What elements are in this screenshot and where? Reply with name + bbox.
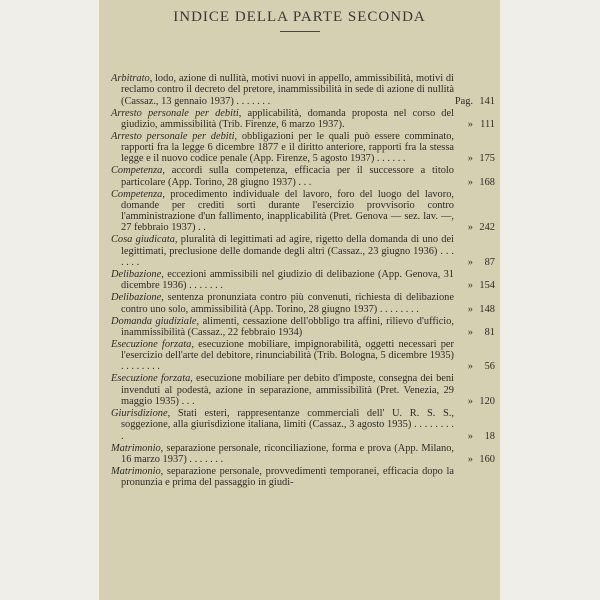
entry-heading: Domanda giudiziale bbox=[111, 315, 197, 327]
index-entry bbox=[111, 131, 497, 165]
entry-heading: Competenza bbox=[111, 165, 163, 177]
entry-heading: Delibazione bbox=[111, 292, 162, 304]
title-rule bbox=[280, 31, 320, 32]
entry-text: , applicabilità, domanda proposta nel corso del giudizio, ammissibilità (Trib. Firenze, 6 marzo 1937). bbox=[121, 107, 454, 130]
entry-heading: Giurisdizione bbox=[111, 408, 168, 420]
page-prefix: » bbox=[467, 453, 473, 465]
entry-heading: Esecuzione forzata bbox=[111, 373, 191, 385]
page-prefix: » bbox=[467, 153, 473, 165]
entry-text: , esecuzione mobiliare per debito d'imposte, consegna dei beni invenduti al podestà, azione in separazione, ammissibilità (Pret. Venezia, 29 maggio 1935) . . . bbox=[121, 373, 454, 407]
index-entry bbox=[111, 316, 497, 339]
index-entry bbox=[111, 73, 497, 107]
index-entry bbox=[111, 165, 497, 188]
entry-text: , alimenti, cessazione dell'obbligo tra affini, rilievo d'ufficio, inammissibilità (Cassaz., 22 febbraio 1934) bbox=[121, 315, 454, 338]
entry-text: , separazione personale, riconciliazione, forma e prova (App. Milano, 16 marzo 1937) . . . . . . . bbox=[121, 442, 454, 465]
page-number: 168 bbox=[479, 176, 495, 188]
page-number: 148 bbox=[479, 303, 495, 315]
entry-text: , separazione personale, provvedimenti temporanei, efficacia dopo la pronunzia e prima del passaggio in giudi- bbox=[121, 465, 454, 489]
entry-text: , pluralità di legittimati ad agire, rigetto della domanda di uno dei legittimati, preclusione delle domande degli altri (Cassaz., 23 giugno 1936) . . . . . . . bbox=[121, 234, 454, 268]
entry-text: , accordi sulla competenza, efficacia per il successore a titolo particolare (App. Torino, 28 giugno 1937) . . . bbox=[121, 165, 454, 188]
book-page bbox=[99, 0, 500, 600]
page-number: 154 bbox=[479, 280, 495, 292]
page-prefix: » bbox=[467, 176, 473, 188]
index-entry bbox=[111, 466, 497, 489]
page-prefix: » bbox=[467, 430, 473, 442]
entry-heading: Esecuzione forzata bbox=[111, 338, 192, 350]
page-prefix: Pag. bbox=[454, 95, 473, 107]
index-entry bbox=[111, 443, 497, 466]
page-prefix: » bbox=[467, 222, 473, 234]
page-number: 18 bbox=[484, 430, 495, 442]
page-number: 175 bbox=[479, 153, 495, 165]
page-prefix: » bbox=[467, 256, 473, 268]
index-entry bbox=[111, 189, 497, 234]
page-number: 56 bbox=[484, 361, 495, 373]
index-entry bbox=[111, 108, 497, 131]
entry-heading: Arresto personale per debiti bbox=[111, 130, 235, 142]
entry-text: , procedimento individuale del lavoro, foro del luogo del lavoro, domande per crediti sorti durante l'esercizio provvisorio contro l'amministrazione d'un fallimento, inapplicabilità (Pret. Genova — sez. lav. —, 27 febbraio 1937) . . bbox=[121, 188, 454, 234]
index-entries bbox=[111, 73, 497, 489]
entry-heading: Arbitrato bbox=[111, 73, 150, 84]
page-number: 87 bbox=[484, 256, 495, 268]
index-entry bbox=[111, 292, 497, 315]
entry-heading: Competenza bbox=[111, 188, 163, 200]
entry-heading: Matrimonio bbox=[111, 465, 161, 477]
entry-text: , sentenza pronunziata contro più convenuti, richiesta di delibazione contro uno solo, ammissibilità (App. Torino, 28 giugno 1937) . . . . . . . . bbox=[121, 292, 454, 315]
page-number: 120 bbox=[479, 395, 495, 407]
entry-text: , Stati esteri, rappresentanze commerciali dell' U. R. S. S., soggezione, alla giurisdizione italiana, limiti (Cassaz., 3 agosto 1935) . . . . . . . . . bbox=[121, 408, 454, 442]
page-prefix: » bbox=[467, 303, 473, 315]
page-number: 242 bbox=[479, 222, 495, 234]
index-entry bbox=[111, 234, 497, 268]
page-title: INDICE DELLA PARTE SECONDA bbox=[173, 9, 426, 25]
entry-text: , obbligazioni per le quali può essere comminato, rapporti fra la legge 6 dicembre 1877 e il diritto anteriore, rapporti fra la stessa legge e il nuovo codice penale (App. Firenze, 5 agosto 1937) . . . . . . bbox=[121, 130, 454, 165]
page-prefix: » bbox=[467, 118, 473, 130]
entry-heading: Arresto personale per debiti bbox=[111, 107, 239, 119]
entry-text: , esecuzione mobiliare, impignorabilità, oggetti necessari per l'esercizio dell'arte del debitore, rinunciabilità (Trib. Bologna, 5 dicembre 1935) . . . . . . . . bbox=[121, 338, 454, 373]
index-entry bbox=[111, 408, 497, 442]
index-entry bbox=[111, 339, 497, 373]
index-entry bbox=[111, 373, 497, 407]
page-number: 141 bbox=[479, 95, 495, 107]
entry-heading: Matrimonio bbox=[111, 442, 161, 454]
page-prefix: » bbox=[467, 280, 473, 292]
page-number: 81 bbox=[484, 326, 495, 338]
page-number: 160 bbox=[479, 453, 495, 465]
index-entry bbox=[111, 269, 497, 292]
entry-text: , eccezioni ammissibili nel giudizio di delibazione (App. Genova, 31 dicembre 1936) . . . . . . . bbox=[121, 269, 454, 292]
entry-text: , lodo, azione di nullità, motivi nuovi in appello, ammissibilità, motivi di reclamo contro il decreto del pretore, inammissibilità in sede di azione di nullità (Cassaz., 13 gennaio 1937) . . . . . . . bbox=[121, 73, 454, 107]
page-prefix: » bbox=[467, 361, 473, 373]
page-prefix: » bbox=[467, 395, 473, 407]
page-prefix: » bbox=[467, 326, 473, 338]
entry-heading: Delibazione bbox=[111, 269, 162, 281]
entry-heading: Cosa giudicata bbox=[111, 234, 175, 246]
page-number: 111 bbox=[480, 118, 495, 130]
